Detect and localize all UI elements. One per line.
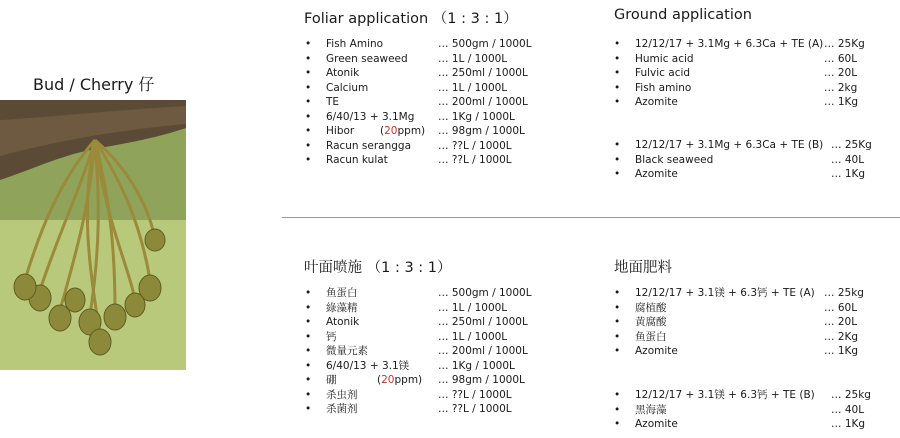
foliar-list [305,37,565,168]
ground-cn-list-b [614,388,894,432]
list-item: • 腐植酸 … 60L [614,301,858,314]
foliar-cn-list [305,286,565,417]
section-divider [282,217,900,218]
list-item: • Fish Amino … 500gm / 1000L [305,38,532,50]
list-item: • Azomite … 1Kg [614,168,866,180]
list-item: • Black seaweed … 40L [614,153,865,166]
ground-heading: Ground application [614,7,752,23]
list-item: • 微量元素 … 200ml / 1000L [305,345,528,357]
list-item: • 黄腐酸 … 20L [614,316,858,328]
list-item: • Racun serangga … ??L / 1000L [305,139,512,152]
list-item: • Atonik … 250ml / 1000L [305,316,528,328]
list-item: • 钙 … 1L / 1000L [305,330,508,343]
list-item: • Fish amino … 2kg [614,81,858,94]
durian-flower-buds-photo [0,100,186,370]
list-item: • 12/12/17 + 3.1镁 + 6.3钙 + TE (A) … 25kg [614,287,864,299]
foliar-cn-heading: 叶面喷施 （1 : 3 : 1） [304,260,452,276]
list-item: • 鱼蛋白 … 2Kg [614,330,859,343]
list-item: • Calcium … 1L / 1000L [305,81,508,94]
list-item: • 杀虫剂 … ??L / 1000L [305,388,512,401]
bud-cherry-label: Bud / Cherry 仔 [33,75,155,94]
list-item: • Azomite … 1Kg [614,418,866,430]
ground-cn-heading: 地面肥料 [614,260,672,276]
list-item: • 鱼蛋白 … 500gm / 1000L [305,287,532,299]
list-item: • 6/40/13 + 3.1镁 … 1Kg / 1000L [305,359,515,372]
list-item: • Fulvic acid … 20L [614,67,858,79]
list-item: • 12/12/17 + 3.1Mg + 6.3Ca + TE (B) … 25Kg [614,139,872,151]
ground-list-a [614,37,894,110]
list-item: • 綠藻精 … 1L / 1000L [305,301,508,314]
ground-cn-list-a [614,286,894,359]
list-item: • Atonik … 250ml / 1000L [305,67,528,79]
list-item: • 12/12/17 + 3.1Mg + 6.3Ca + TE (A) … 25Kg [614,38,865,50]
list-item: • 6/40/13 + 3.1Mg … 1Kg / 1000L [305,110,515,123]
list-item: • Green seaweed … 1L / 1000L [305,52,508,65]
list-item: • Racun kulat … ??L / 1000L [305,154,512,166]
foliar-heading: Foliar application （1 : 3 : 1） [304,11,518,27]
list-item: • 12/12/17 + 3.1镁 + 6.3钙 + TE (B) … 25kg [614,389,871,401]
ground-list-b [614,138,894,182]
list-item: • 硼 (20ppm) … 98gm / 1000L [305,374,525,386]
list-item: • 黑海藻 … 40L [614,403,865,416]
list-item: • Azomite … 1Kg [614,345,859,357]
list-item: • 杀菌剂 … ??L / 1000L [305,403,512,415]
list-item: • Hibor (20ppm) … 98gm / 1000L [305,125,525,137]
list-item: • TE … 200ml / 1000L [305,96,528,108]
list-item: • Azomite … 1Kg [614,96,859,108]
list-item: • Humic acid … 60L [614,52,858,65]
